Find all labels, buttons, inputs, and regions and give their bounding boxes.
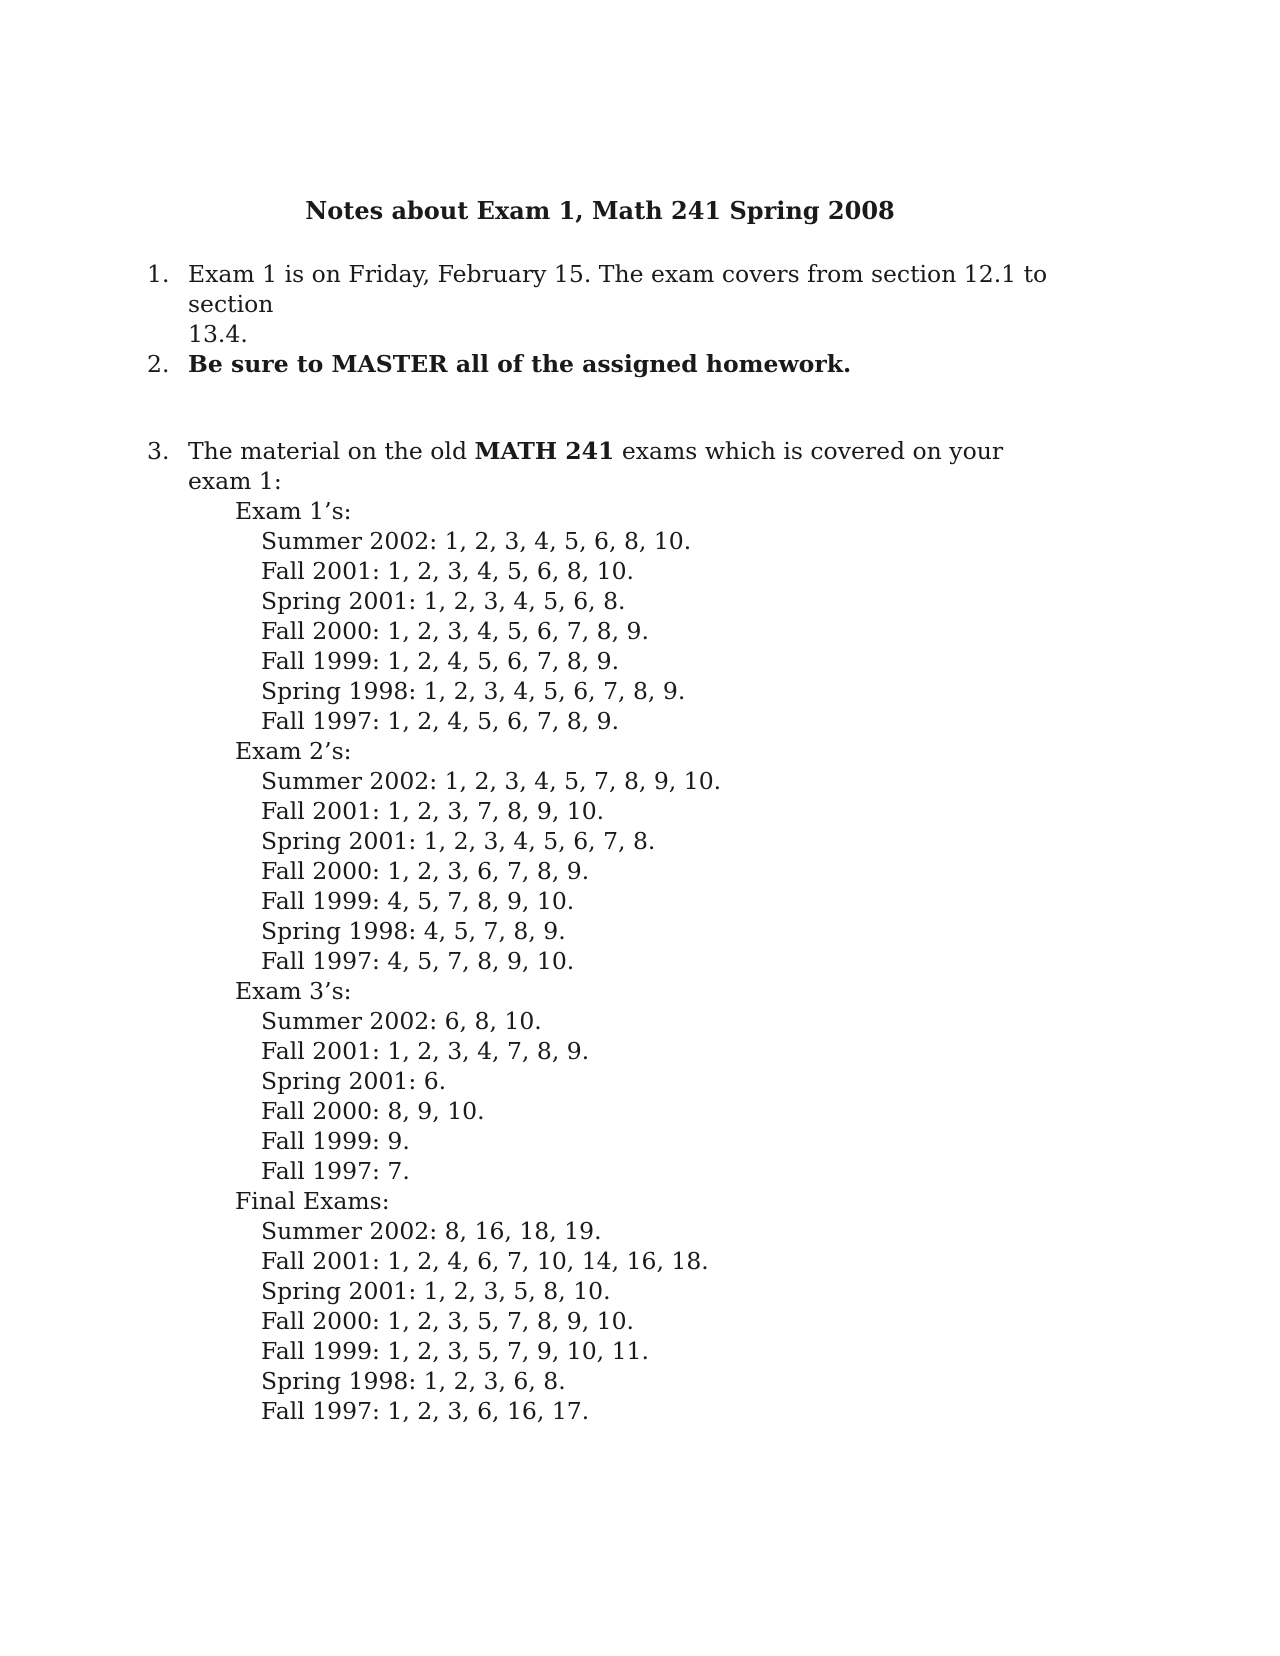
exam-line: Fall 2000: 1, 2, 3, 5, 7, 8, 9, 10.: [261, 1307, 635, 1335]
page-title: Notes about Exam 1, Math 241 Spring 2008: [305, 196, 895, 225]
group-title: Final Exams:: [235, 1187, 390, 1215]
exam-line: Spring 2001: 1, 2, 3, 4, 5, 6, 7, 8.: [261, 827, 656, 855]
item-text-line-2: 13.4.: [188, 320, 248, 348]
exam-line: Spring 1998: 4, 5, 7, 8, 9.: [261, 917, 566, 945]
exam-line: Fall 1997: 1, 2, 3, 6, 16, 17.: [261, 1397, 590, 1425]
item-text-line-1: Exam 1 is on Friday, February 15. The exam covers from section 12.1 to section: [188, 260, 1048, 318]
exam-line: Summer 2002: 8, 16, 18, 19.: [261, 1217, 602, 1245]
list-item-3: [147, 436, 1057, 1426]
exam-line: Fall 2000: 1, 2, 3, 4, 5, 6, 7, 8, 9.: [261, 617, 649, 645]
exam-line: Spring 1998: 1, 2, 3, 6, 8.: [261, 1367, 566, 1395]
item-text: [188, 259, 1057, 349]
exam-line: Spring 2001: 1, 2, 3, 5, 8, 10.: [261, 1277, 611, 1305]
exam-line: Fall 2000: 8, 9, 10.: [261, 1097, 485, 1125]
list-item-2: [147, 349, 1057, 379]
exam-group-exam3: [147, 976, 1057, 1186]
exam-line: Summer 2002: 1, 2, 3, 4, 5, 6, 8, 10.: [261, 527, 692, 555]
list-item-1: [147, 259, 1057, 349]
item-number: 1.: [147, 260, 170, 288]
exam-line: Fall 1999: 1, 2, 4, 5, 6, 7, 8, 9.: [261, 647, 620, 675]
group-title: Exam 3’s:: [235, 977, 352, 1005]
item-intro-after: exams which is covered on your exam 1:: [188, 437, 1004, 495]
exam-line: Summer 2002: 6, 8, 10.: [261, 1007, 542, 1035]
item-intro-bold: MATH 241: [474, 437, 615, 465]
item-intro: [188, 436, 1057, 496]
exam-line: Fall 1999: 1, 2, 3, 5, 7, 9, 10, 11.: [261, 1337, 649, 1365]
item-number: 2.: [147, 350, 170, 378]
exam-line: Fall 2001: 1, 2, 3, 4, 7, 8, 9.: [261, 1037, 590, 1065]
exam-line: Fall 2001: 1, 2, 4, 6, 7, 10, 14, 16, 18.: [261, 1247, 709, 1275]
item-number: 3.: [147, 437, 170, 465]
exam-line: Fall 2001: 1, 2, 3, 7, 8, 9, 10.: [261, 797, 605, 825]
exam-line: Spring 2001: 6.: [261, 1067, 447, 1095]
exam-line: Fall 1999: 4, 5, 7, 8, 9, 10.: [261, 887, 575, 915]
exam-group-exam1: [147, 496, 1057, 736]
exam-line: Fall 1997: 1, 2, 4, 5, 6, 7, 8, 9.: [261, 707, 620, 735]
exam-line: Summer 2002: 1, 2, 3, 4, 5, 7, 8, 9, 10.: [261, 767, 722, 795]
exam-line: Fall 1999: 9.: [261, 1127, 410, 1155]
exam-line: Fall 2000: 1, 2, 3, 6, 7, 8, 9.: [261, 857, 590, 885]
item-text: Be sure to MASTER all of the assigned homework.: [188, 350, 852, 378]
group-title: Exam 2’s:: [235, 737, 352, 765]
exam-line: Spring 1998: 1, 2, 3, 4, 5, 6, 7, 8, 9.: [261, 677, 686, 705]
exam-line: Fall 1997: 7.: [261, 1157, 410, 1185]
exam-line: Spring 2001: 1, 2, 3, 4, 5, 6, 8.: [261, 587, 626, 615]
exam-line: Fall 1997: 4, 5, 7, 8, 9, 10.: [261, 947, 575, 975]
exam-line: Fall 2001: 1, 2, 3, 4, 5, 6, 8, 10.: [261, 557, 635, 585]
exam-group-finals: [147, 1186, 1057, 1426]
group-title: Exam 1’s:: [235, 497, 352, 525]
item-intro-before: The material on the old: [188, 437, 475, 465]
exam-group-exam2: [147, 736, 1057, 976]
